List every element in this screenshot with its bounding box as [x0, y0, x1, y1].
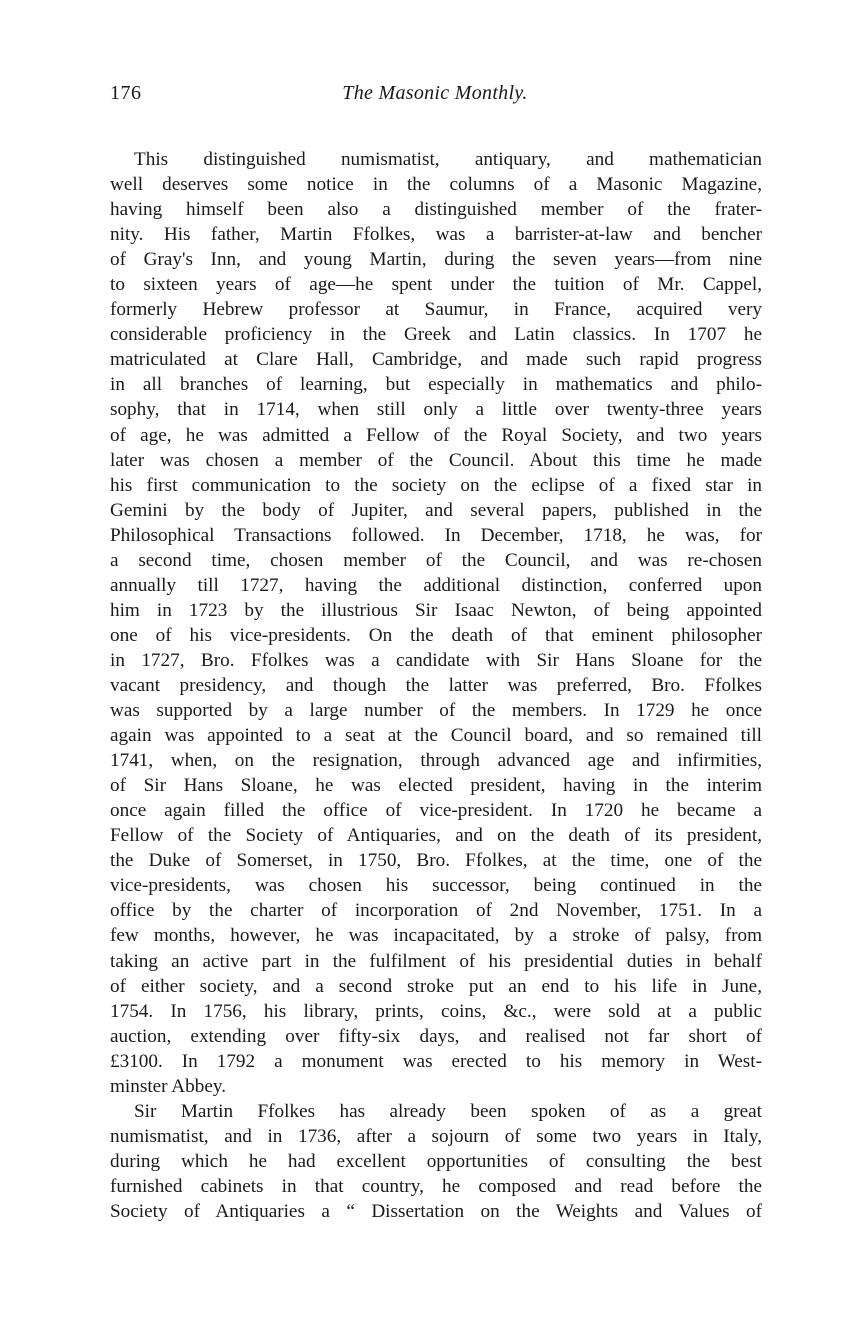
text-line: well deserves some notice in the columns of a Masonic Magazine, — [110, 174, 762, 196]
text-line: of age, he was admitted a Fellow of the Royal Society, and two years — [110, 424, 762, 446]
page-number: 176 — [110, 82, 142, 104]
text-line: in all branches of learning, but especially in mathematics and philo- — [110, 374, 762, 396]
text-line: formerly Hebrew professor at Saumur, in France, acquired very — [110, 299, 762, 321]
paragraph — [110, 147, 762, 1099]
text-line: him in 1723 by the illustrious Sir Isaac Newton, of being appointed — [110, 599, 762, 621]
text-line: vacant presidency, and though the latter was preferred, Bro. Ffolkes — [110, 674, 762, 696]
text-line: matriculated at Clare Hall, Cambridge, and made such rapid progress — [110, 349, 762, 371]
text-line: Gemini by the body of Jupiter, and several papers, published in the — [110, 499, 762, 521]
text-line: considerable proficiency in the Greek and Latin classics. In 1707 he — [110, 324, 762, 346]
text-line: office by the charter of incorporation of 2nd November, 1751. In a — [110, 900, 762, 922]
text-line: furnished cabinets in that country, he composed and read before the — [110, 1175, 762, 1197]
running-head — [110, 82, 760, 112]
body-text — [110, 147, 762, 1224]
text-line: again was appointed to a seat at the Council board, and so remained till — [110, 725, 762, 747]
text-line: auction, extending over fifty-six days, and realised not far short of — [110, 1025, 762, 1047]
text-line: vice-presidents, was chosen his successor, being continued in the — [110, 875, 762, 897]
text-line: annually till 1727, having the additional distinction, conferred upon — [110, 574, 762, 596]
text-line: numismatist, and in 1736, after a sojourn of some two years in Italy, — [110, 1125, 762, 1147]
text-line: sophy, that in 1714, when still only a little over twenty-three years — [110, 399, 762, 421]
text-line: nity. His father, Martin Ffolkes, was a barrister-at-law and bencher — [110, 224, 762, 246]
text-line: his first communication to the society on the eclipse of a fixed star in — [110, 474, 762, 496]
text-line: one of his vice-presidents. On the death of that eminent philosopher — [110, 624, 762, 646]
text-line: taking an active part in the fulfilment of his presidential duties in behalf — [110, 950, 762, 972]
text-line: of Gray's Inn, and young Martin, during the seven years—from nine — [110, 249, 762, 271]
paragraph — [110, 1099, 762, 1224]
text-line: Fellow of the Society of Antiquaries, and on the death of its president, — [110, 825, 762, 847]
text-line: of either society, and a second stroke put an end to his life in June, — [110, 975, 762, 997]
text-line: in 1727, Bro. Ffolkes was a candidate with Sir Hans Sloane for the — [110, 649, 762, 671]
text-line: of Sir Hans Sloane, he was elected president, having in the interim — [110, 775, 762, 797]
text-line: few months, however, he was incapacitated, by a stroke of palsy, from — [110, 925, 762, 947]
text-line: was supported by a large number of the members. In 1729 he once — [110, 700, 762, 722]
text-line: having himself been also a distinguished member of the frater- — [110, 199, 762, 221]
text-line: the Duke of Somerset, in 1750, Bro. Ffolkes, at the time, one of the — [110, 850, 762, 872]
text-line: 1754. In 1756, his library, prints, coins, &c., were sold at a public — [110, 1000, 762, 1022]
text-line: 1741, when, on the resignation, through advanced age and infirmities, — [110, 750, 762, 772]
text-line: Sir Martin Ffolkes has already been spoken of as a great — [134, 1100, 762, 1122]
text-line: to sixteen years of age—he spent under the tuition of Mr. Cappel, — [110, 274, 762, 296]
text-line: minster Abbey. — [110, 1075, 226, 1097]
text-line: once again filled the office of vice-president. In 1720 he became a — [110, 800, 762, 822]
journal-title: The Masonic Monthly. — [342, 82, 528, 104]
text-line: during which he had excellent opportunities of consulting the best — [110, 1150, 762, 1172]
text-line: £3100. In 1792 a monument was erected to his memory in West- — [110, 1050, 762, 1072]
text-line: Society of Antiquaries a “ Dissertation on the Weights and Values of — [110, 1200, 762, 1222]
text-line: a second time, chosen member of the Council, and was re-chosen — [110, 549, 762, 571]
text-line: This distinguished numismatist, antiquary, and mathematician — [134, 149, 762, 170]
text-line: later was chosen a member of the Council. About this time he made — [110, 449, 762, 471]
text-line: Philosophical Transactions followed. In December, 1718, he was, for — [110, 524, 762, 546]
